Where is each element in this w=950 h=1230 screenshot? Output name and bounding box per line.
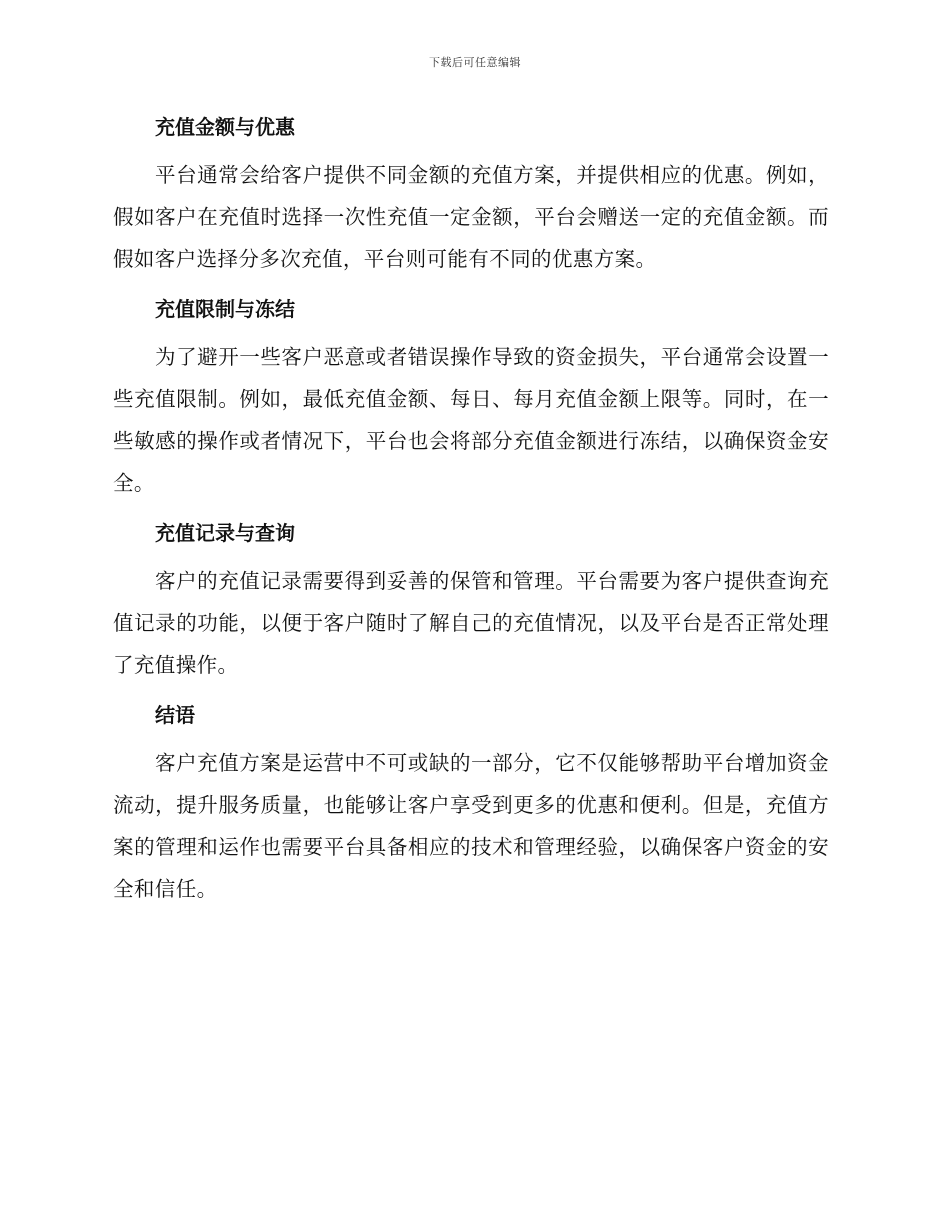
section-recharge-amount <box>113 108 829 280</box>
header-note: 下载后可任意编辑 <box>429 56 521 69</box>
section-recharge-limits <box>113 290 829 504</box>
section-heading: 充值限制与冻结 <box>155 297 295 321</box>
section-paragraph: 客户的充值记录需要得到妥善的保管和管理。平台需要为客户提供查询充值记录的功能，以便于客户随时了解自己的充值情况，以及平台是否正常处理了充值操作。 <box>113 569 829 677</box>
section-heading: 充值金额与优惠 <box>155 115 295 139</box>
section-recharge-records <box>113 514 829 686</box>
section-heading: 结语 <box>155 703 195 727</box>
section-heading: 充值记录与查询 <box>155 521 295 545</box>
section-paragraph: 为了避开一些客户恶意或者错误操作导致的资金损失，平台通常会设置一些充值限制。例如，最低充值金额、每日、每月充值金额上限等。同时，在一些敏感的操作或者情况下，平台也会将部分充值金额进行冻结，以确保资金安全。 <box>113 345 829 495</box>
section-paragraph: 平台通常会给客户提供不同金额的充值方案，并提供相应的优惠。例如，假如客户在充值时选择一次性充值一定金额，平台会赠送一定的充值金额。而假如客户选择分多次充值，平台则可能有不同的优惠方案。 <box>113 163 829 271</box>
section-conclusion <box>113 696 829 910</box>
section-paragraph: 客户充值方案是运营中不可或缺的一部分，它不仅能够帮助平台增加资金流动，提升服务质量，也能够让客户享受到更多的优惠和便利。但是，充值方案的管理和运作也需要平台具备相应的技术和管理经验，以确保客户资金的安全和信任。 <box>113 751 829 901</box>
document-body <box>113 108 829 920</box>
